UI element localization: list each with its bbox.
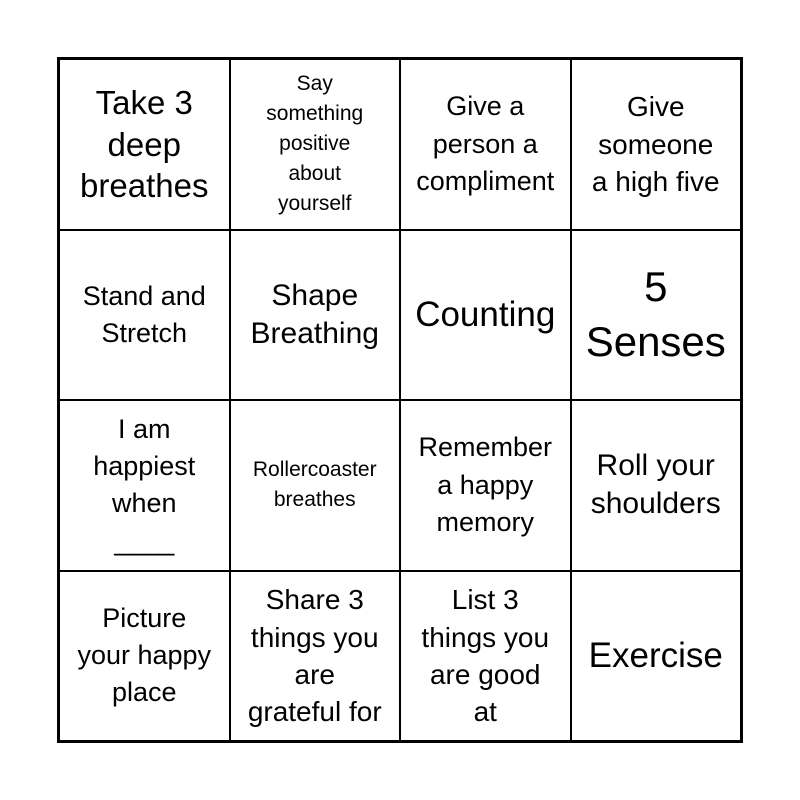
bingo-cell-r4-c4[interactable]: [571, 571, 742, 742]
bingo-board: [57, 57, 743, 743]
bingo-cell-label: Give a person a compliment: [416, 91, 555, 196]
bingo-cell-r3-c4[interactable]: [571, 400, 742, 571]
bingo-cell-label: List 3 things you are good at: [421, 584, 550, 727]
bingo-cell-label: Share 3 things you are grateful for: [247, 584, 382, 727]
bingo-cell-r2-c2[interactable]: [230, 230, 401, 401]
bingo-cell-r2-c1[interactable]: [59, 230, 230, 401]
bingo-cell-r1-c1[interactable]: [59, 59, 230, 230]
bingo-cell-r4-c3[interactable]: [400, 571, 571, 742]
bingo-cell-label: Give someone a high five: [591, 91, 720, 197]
bingo-cell-r2-c3[interactable]: [400, 230, 571, 401]
bingo-cell-label: Roll your shoulders: [590, 449, 721, 521]
bingo-cell-r3-c3[interactable]: [400, 400, 571, 571]
bingo-cell-r4-c1[interactable]: [59, 571, 230, 742]
bingo-cell-r3-c1[interactable]: [59, 400, 230, 571]
bingo-cell-r1-c2[interactable]: [230, 59, 401, 230]
bingo-cell-label: Stand and Stretch: [82, 280, 206, 348]
bingo-cell-label: Shape Breathing: [250, 278, 379, 350]
bingo-cell-r3-c2[interactable]: [230, 400, 401, 571]
bingo-cell-label: I am happiest when ____: [93, 413, 196, 556]
bingo-cell-label: Rollercoaster breathes: [252, 458, 377, 512]
bingo-cell-label: 5 Senses: [585, 263, 726, 365]
bingo-cell-r4-c2[interactable]: [230, 571, 401, 742]
bingo-cell-label: Take 3 deep breathes: [80, 84, 209, 204]
bingo-cell-label: Say something positive about yourself: [266, 72, 364, 216]
bingo-cell-r2-c4[interactable]: [571, 230, 742, 401]
bingo-cell-label: Counting: [415, 294, 556, 334]
bingo-cell-label: Picture your happy place: [77, 602, 212, 708]
bingo-cell-label: Remember a happy memory: [418, 432, 553, 537]
bingo-cell-label: Exercise: [588, 635, 723, 675]
bingo-cell-r1-c3[interactable]: [400, 59, 571, 230]
bingo-cell-r1-c4[interactable]: [571, 59, 742, 230]
